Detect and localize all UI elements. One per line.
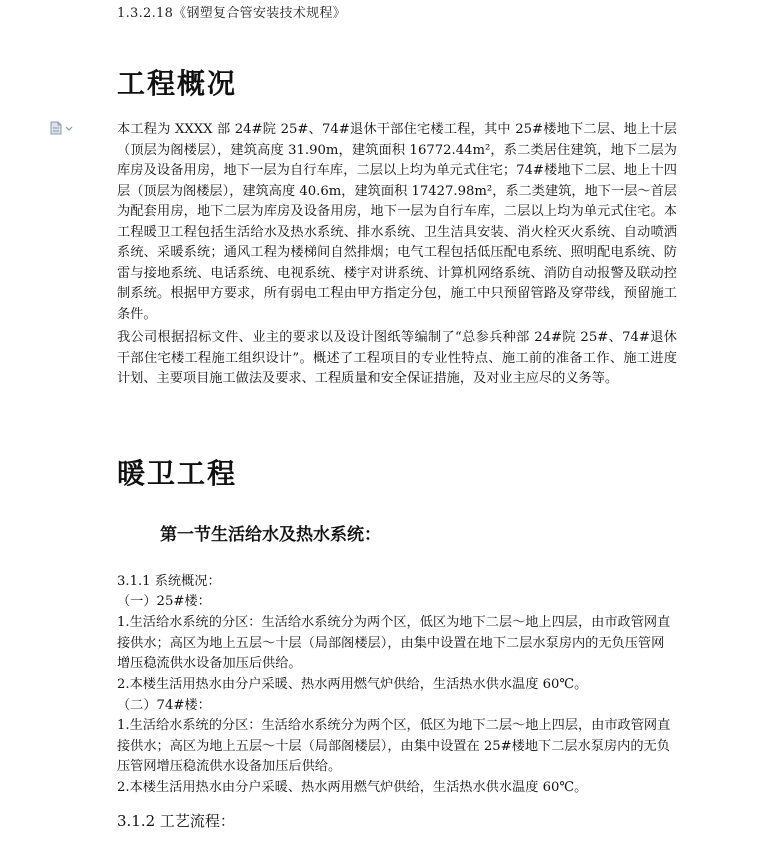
building-25-item-1: 1.生活给水系统的分区：生活给水系统分为两个区，低区为地下二层～地上四层，由市政管网直接供水；高区为地上五层～十层（局部阁楼层），由集中设置在地下二层水泵房内的无负压管网增压稳流供水设备加压后供给。 [117,615,671,671]
building-74-item-1: 1.生活给水系统的分区：生活给水系统分为两个区，低区为地下二层～地上四层，由市政管网直接供水；高区为地上五层～十层（局部阁楼层），由集中设置在 25#楼地下二层水泵房内的无负压管网增压稳流供水设备加压后供给。 [117,718,671,774]
subsection-title: 第一节生活给水及热水系统： [160,525,381,545]
heading-project-overview: 工程概况 [117,67,238,100]
document-icon[interactable] [50,121,76,135]
building-25-item-2: 2.本楼生活用热水由分户采暖、热水两用燃气炉供给，生活热水供水温度 60℃。 [117,677,588,692]
overview-paragraph-1: 本工程为 XXXX 部 24#院 25#、74#退休干部住宅楼工程，其中 25#楼地下二层、地上十层（顶层为阁楼层），建筑高度 31.90m，建筑面积 16772.44m²，系二类居住建筑，地下二层为库房及设备用房，地下一层为自行车库，二层以上均为单元式住宅；74#楼地下二层、地上十四层（顶层为阁楼层），建筑高度 40.6m，建筑面积 17427.98m²，系二类建筑，地下一层～首层为配套用房，地下二层为库房及设备用房，地下一层为自行车库，二层以上均为单元式住宅。本工程暖卫工程包括生活给水及热水系统、排水系统、卫生洁具安装、消火栓灭火系统、自动喷洒系统、采暖系统；通风工程为楼梯间自然排烟；电气工程包括低压配电系统、照明配电系统、防雷与接地系统、电话系统、电视系统、楼宇对讲系统、计算机网络系统、消防自动报警及联动控制系统。根据甲方要求，所有弱电工程由甲方指定分包，施工中只预留管路及穿带线，预留施工条件。 [117,122,677,322]
system-overview-label: 3.1.1 系统概况： [117,574,221,589]
overview-paragraph-2: 我公司根据招标文件、业主的要求以及设计图纸等编制了“总参兵种部 24#院 25#、74#退休干部住宅楼工程施工组织设计”。概述了工程项目的专业性特点、施工前的准备工作、施工进度计划、主要项目施工做法及要求、工程质量和安全保证措施，及对业主应尽的义务等。 [117,330,677,386]
process-flow-heading: 3.1.2 工艺流程： [117,812,235,830]
reference-line: 1.3.2.18《钢塑复合管安装技术规程》 [117,6,347,21]
building-25-label: （一）25#楼： [117,594,211,609]
heading-hvac-plumbing: 暖卫工程 [117,457,238,490]
building-74-item-2: 2.本楼生活用热水由分户采暖、热水两用燃气炉供给，生活热水供水温度 60℃。 [117,780,588,795]
building-74-label: （二）74#楼： [117,698,211,713]
